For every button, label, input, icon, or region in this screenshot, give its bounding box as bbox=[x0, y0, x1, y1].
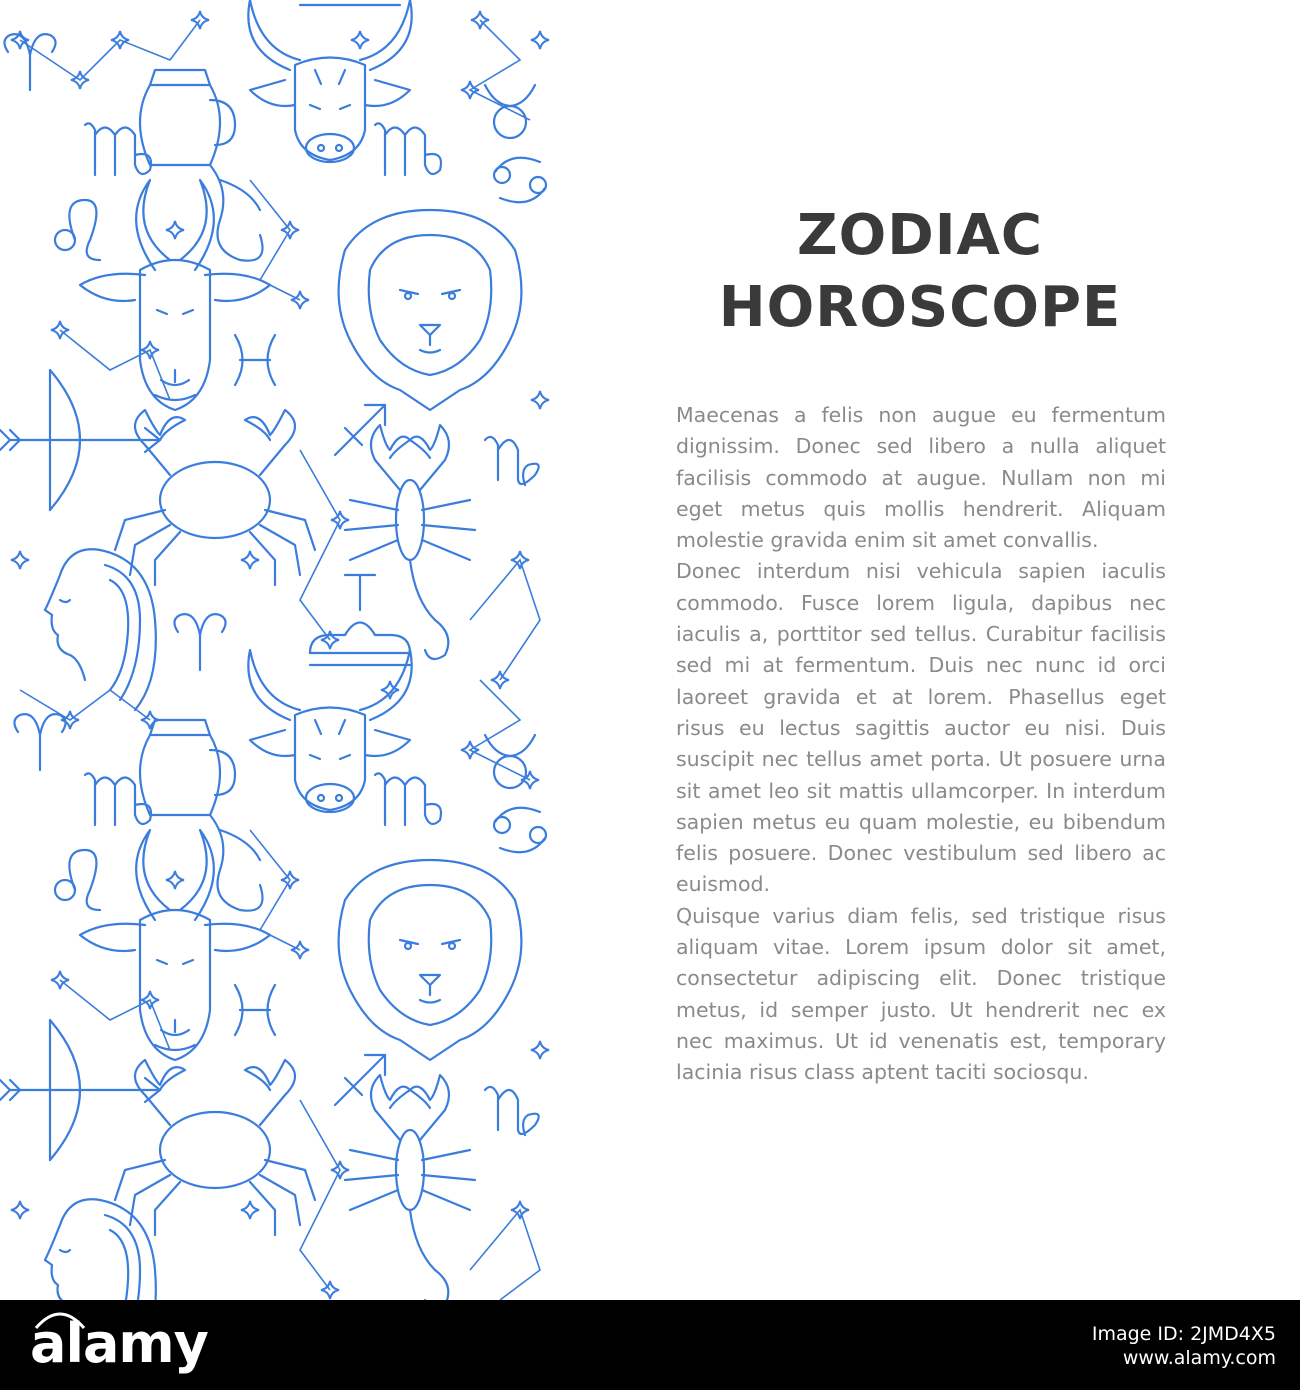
title-line-2: HOROSCOPE bbox=[718, 275, 1122, 340]
page-title bbox=[660, 200, 1180, 344]
pattern-tile-bottom bbox=[0, 34, 546, 1300]
website-label: www.alamy.com bbox=[1122, 1347, 1276, 1369]
image-id-info bbox=[1092, 1322, 1276, 1370]
title-line-1: ZODIAC bbox=[797, 203, 1043, 268]
star-icons bbox=[11, 11, 549, 1299]
image-id-label: Image ID: 2JMD4X5 bbox=[1091, 1323, 1276, 1345]
body-text bbox=[676, 400, 1166, 1089]
constellation-lines bbox=[20, 20, 540, 1300]
content-area bbox=[600, 0, 1300, 1300]
paragraph-1: Maecenas a felis non augue eu fermentum dignissim. Donec sed libero a nulla aliquet facilisis commodo at augue. Nullam non mi eget metus quis mollis hendrerit. Aliquam molestie gravida enim sit amet convallis. bbox=[676, 403, 1166, 553]
paragraph-2: Donec interdum nisi vehicula sapien iaculis commodo. Fusce lorem ligula, dapibus nec iaculis a, porttitor sed tellus. Curabitur facilisis sed mi at fermentum. Duis nec nunc id orci laoreet gravida et at lorem. Phasellus eget risus eu lectus sagittis auctor eu nisi. Duis suscipit nec tellus amet porta. Ut posuere urna sit amet leo sit mattis ullamcorper. In interdum sapien metus eu quam molestie, eu bibendum felis posuere. Donec vestibulum sed libero ac euismod. bbox=[676, 559, 1166, 897]
pattern-tile-top bbox=[0, 0, 546, 710]
paragraph-3: Quisque varius diam felis, sed tristique risus aliquam vitae. Lorem ipsum dolor sit amet, consectetur adipiscing elit. Donec tristique metus, id semper justo. Ut hendrerit nec ex nec maximus. Ut id venenatis est, temporary lacinia risus class aptent taciti sociosqu. bbox=[676, 903, 1166, 1085]
zodiac-pattern-panel bbox=[0, 0, 572, 1300]
footer-bar bbox=[0, 1300, 1300, 1390]
zodiac-pattern-illustration bbox=[0, 0, 572, 1300]
alamy-logo: alamy bbox=[30, 1312, 208, 1375]
